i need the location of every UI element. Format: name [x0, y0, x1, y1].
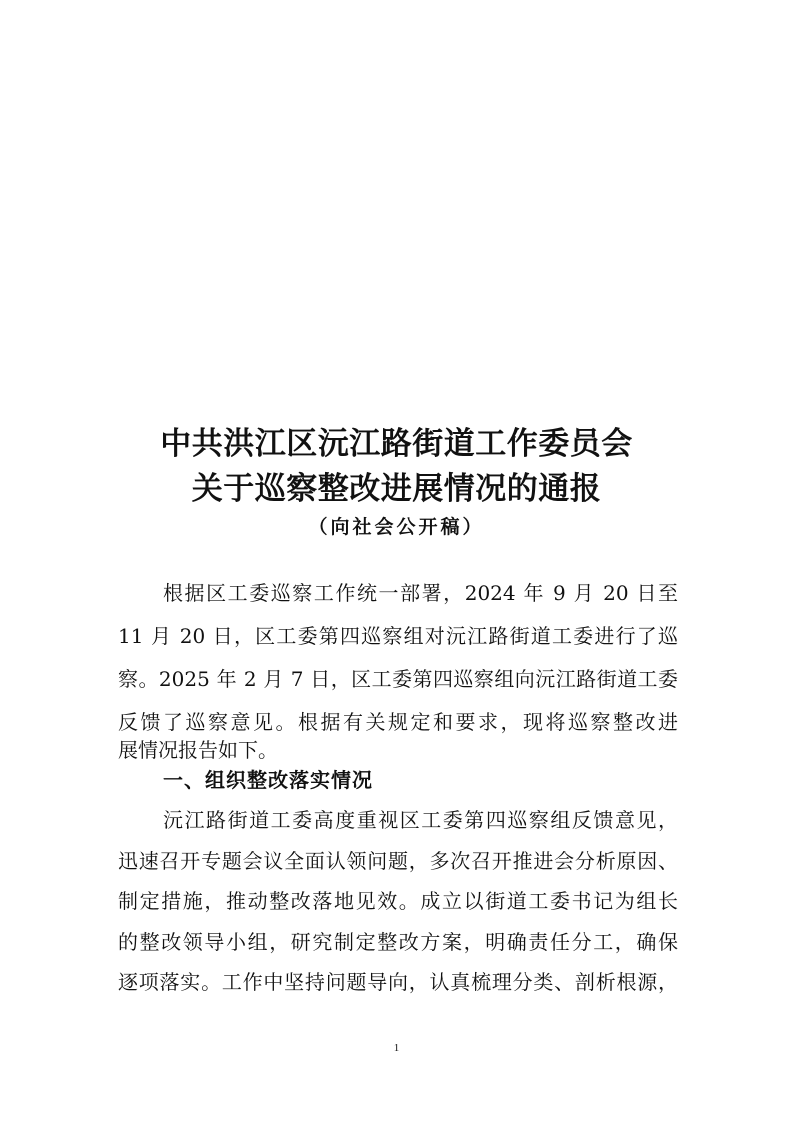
paragraph-2-line: 制定措施，推动整改落地见效。成立以街道工委书记为组长 — [118, 889, 678, 913]
paragraph-2-line: 的整改领导小组，研究制定整改方案，明确责任分工，确保 — [118, 930, 678, 954]
paragraph-1-line: 展情况报告如下。 — [118, 738, 278, 762]
paragraph-1-line: 11 月 20 日，区工委第四巡察组对沅江路街道工委进行了巡 — [118, 624, 678, 648]
paragraph-1-line: 根据区工委巡察工作统一部署，2024 年 9 月 20 日至 — [163, 581, 678, 605]
document-title-line-1: 中共洪江区沅江路街道工作委员会 — [160, 426, 633, 462]
paragraph-1-line: 察。2025 年 2 月 7 日，区工委第四巡察组向沅江路街道工委 — [118, 667, 678, 691]
paragraph-2-line: 沅江路街道工委高度重视区工委第四巡察组反馈意见， — [163, 808, 678, 832]
document-title-line-2: 关于巡察整改进展情况的通报 — [191, 471, 602, 507]
paragraph-2-line: 逐项落实。工作中坚持问题导向，认真梳理分类、剖析根源， — [118, 970, 678, 994]
document-subtitle: （向社会公开稿） — [308, 516, 485, 538]
section-1-heading: 一、组织整改落实情况 — [163, 768, 373, 792]
page-number: 1 — [393, 1042, 400, 1054]
paragraph-1-line: 反馈了巡察意见。根据有关规定和要求，现将巡察整改进 — [118, 710, 678, 734]
paragraph-2-line: 迅速召开专题会议全面认领问题，多次召开推进会分析原因、 — [118, 849, 678, 873]
